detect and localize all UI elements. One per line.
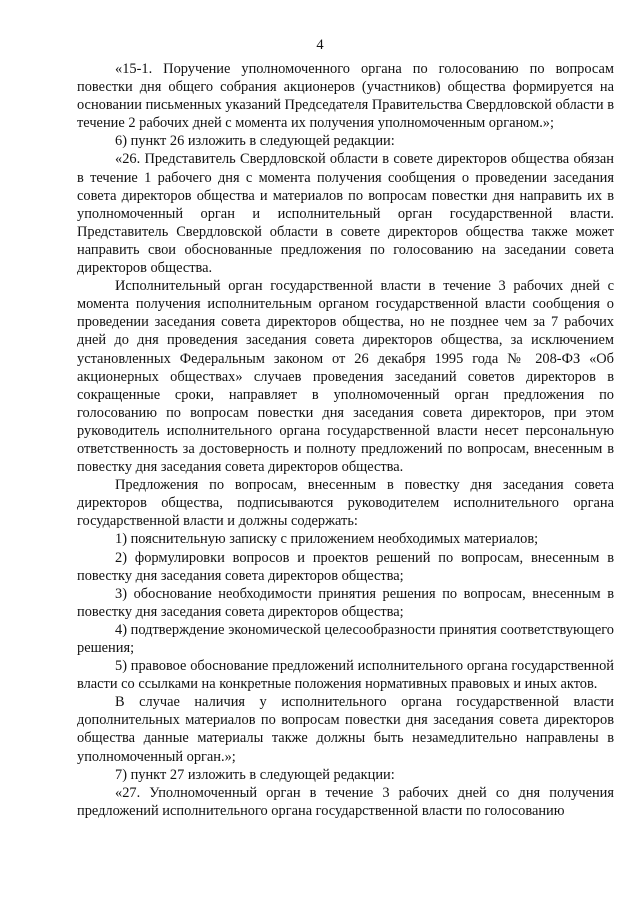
document-body xyxy=(77,60,614,820)
paragraph-item-6: 6) пункт 26 изложить в следующей редакции: xyxy=(115,133,395,150)
page-number: 4 xyxy=(316,37,324,53)
paragraph-15-1: «15-1. Поручение уполномоченного органа по голосованию по вопросам повестки дня общего собрания акционеров (участников) общества формируется на основании письменных указаний Председателя Правительства Свердловской области в течение 2 рабочих дней с момента их получения уполномоченным органом.»; xyxy=(77,61,614,132)
list-item-1: 1) пояснительную записку с приложением необходимых материалов; xyxy=(115,531,539,548)
paragraph-26: «26. Представитель Свердловской области в совете директоров общества обязан в течение 1 рабочего дня с момента получения сообщения о проведении заседания совета директоров общества и материалов по вопросам повестки дня направить их в уполномоченный орган и исполнительный орган государственной власти. Представитель Свердловской области в совете директоров общества также может направить свои обоснованные предложения по голосованию на заседании совета директоров общества. xyxy=(77,151,614,277)
list-item-2: 2) формулировки вопросов и проектов решений по вопросам, внесенным в повестку дня заседания совета директоров общества; xyxy=(77,549,614,584)
list-item-5: 5) правовое обоснование предложений исполнительного органа государственной власти со ссылками на конкретные положения нормативных правовых и иных актов. xyxy=(77,658,614,693)
list-item-3: 3) обоснование необходимости принятия решения по вопросам, внесенным в повестку дня заседания совета директоров общества; xyxy=(77,585,614,620)
list-item-4: 4) подтверждение экономической целесообразности принятия соответствующего решения; xyxy=(77,621,614,656)
paragraph-27: «27. Уполномоченный орган в течение 3 рабочих дней со дня получения предложений исполнительного органа государственной власти по голосованию xyxy=(77,784,614,819)
paragraph-proposals: Предложения по вопросам, внесенным в повестку дня заседания совета директоров общества, подписываются руководителем исполнительного органа государственной власти и должны содержать: xyxy=(77,477,614,530)
paragraph-executive-body: Исполнительный орган государственной власти в течение 3 рабочих дней с момента получения исполнительным органом государственной власти сообщения о проведении заседания совета директоров общества, но не позднее чем за 7 рабочих дней до дня проведения заседания совета директоров общества, за исключением установленных Федеральным законом от 26 декабря 1995 года № 208-ФЗ «Об акционерных обществах» случаев проведения заседаний советов директоров в сокращенные сроки, направляет в уполномоченный орган предложения по голосованию по вопросам повестки дня заседания совета директоров, при этом руководитель исполнительного органа государственной власти несет персональную ответственность за достоверность и полноту предложений по вопросам, внесенным в повестку дня заседания совета директоров общества. xyxy=(77,278,614,476)
paragraph-item-7: 7) пункт 27 изложить в следующей редакции: xyxy=(115,766,395,783)
paragraph-additional-materials: В случае наличия у исполнительного органа государственной власти дополнительных материалов по вопросам повестки дня заседания совета директоров общества данные материалы также должны быть незамедлительно направлены в уполномоченный орган.»; xyxy=(77,694,614,765)
